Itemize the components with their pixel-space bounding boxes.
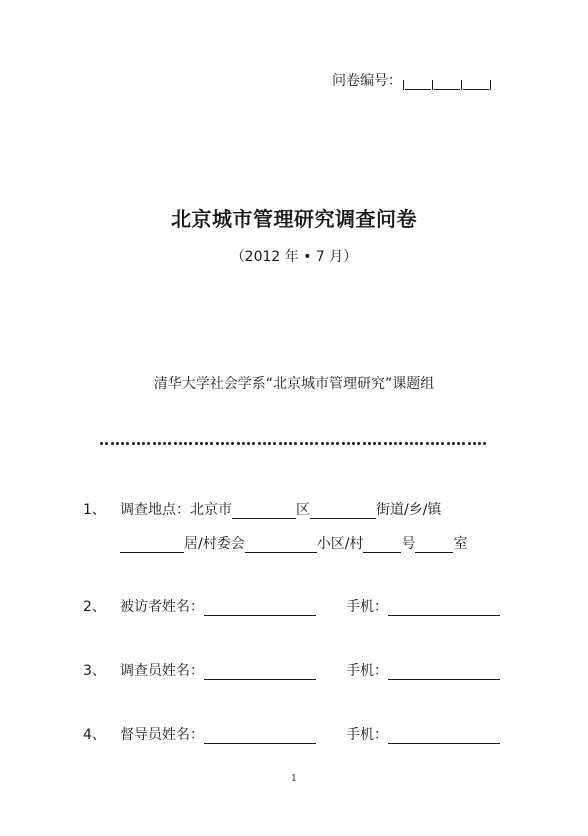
questionnaire-number-box-3[interactable] bbox=[463, 77, 489, 90]
box-divider bbox=[461, 80, 462, 90]
separator-dot bbox=[279, 442, 282, 445]
organization-line: 清华大学社会学系“北京城市管理研究”课题组 bbox=[153, 376, 435, 392]
supervisor-name-label: 督导员姓名： bbox=[120, 727, 204, 743]
separator-dot bbox=[436, 442, 439, 445]
questionnaire-number bbox=[332, 70, 492, 90]
investigator-phone-blank[interactable] bbox=[388, 663, 500, 680]
separator-dot bbox=[457, 442, 460, 445]
room-number-label: 室 bbox=[453, 536, 468, 552]
questionnaire-number-label: 问卷编号： bbox=[332, 73, 402, 89]
separator-dot bbox=[258, 442, 261, 445]
district-blank[interactable] bbox=[232, 502, 296, 519]
separator-dot bbox=[137, 442, 140, 445]
item-number: 3、 bbox=[83, 663, 106, 679]
separator-dot bbox=[263, 442, 266, 445]
separator-dot bbox=[347, 442, 350, 445]
separator-dot bbox=[168, 442, 171, 445]
street-label: 街道/乡/镇 bbox=[376, 502, 442, 518]
investigator-phone-label: 手机： bbox=[346, 663, 388, 679]
separator-dot bbox=[273, 442, 276, 445]
separator-dot bbox=[142, 442, 145, 445]
questionnaire-number-box-1[interactable] bbox=[405, 77, 431, 90]
separator-dot bbox=[483, 442, 486, 445]
survey-location-line-2 bbox=[120, 533, 467, 553]
separator-dot bbox=[216, 442, 219, 445]
separator-dot bbox=[184, 442, 187, 445]
separator-dot bbox=[441, 442, 444, 445]
item-number: 2、 bbox=[83, 599, 106, 615]
separator-dot bbox=[394, 442, 397, 445]
separator-dot bbox=[426, 442, 429, 445]
box-divider bbox=[432, 80, 433, 90]
separator-dot bbox=[384, 442, 387, 445]
document-title: 北京城市管理研究调查问卷 bbox=[171, 207, 417, 231]
investigator-name-blank[interactable] bbox=[204, 663, 316, 680]
separator-dot bbox=[126, 442, 129, 445]
separator-dot bbox=[205, 442, 208, 445]
separator-dot bbox=[289, 442, 292, 445]
supervisor-phone-label: 手机： bbox=[346, 727, 388, 743]
community-label: 小区/村 bbox=[316, 536, 364, 552]
investigator-phone-row bbox=[346, 660, 500, 680]
item-number: 1、 bbox=[83, 502, 106, 518]
supervisor-phone-row bbox=[346, 724, 500, 744]
separator-dot bbox=[132, 442, 135, 445]
street-blank[interactable] bbox=[310, 502, 376, 519]
separator-dot bbox=[242, 442, 245, 445]
separator-dot bbox=[373, 442, 376, 445]
building-number-label: 号 bbox=[401, 536, 416, 552]
page-number: 1 bbox=[291, 774, 297, 784]
separator-dot bbox=[121, 442, 124, 445]
separator-dot bbox=[189, 442, 192, 445]
separator-dot bbox=[300, 442, 303, 445]
district-label: 区 bbox=[296, 502, 310, 518]
separator-dot bbox=[294, 442, 297, 445]
supervisor-name-blank[interactable] bbox=[204, 727, 316, 744]
separator-dot bbox=[342, 442, 345, 445]
separator-dot bbox=[321, 442, 324, 445]
separator-dot bbox=[221, 442, 224, 445]
survey-location-line-1 bbox=[120, 499, 441, 519]
separator-dot bbox=[452, 442, 455, 445]
respondent-name-blank[interactable] bbox=[204, 599, 316, 616]
separator-dot bbox=[389, 442, 392, 445]
room-number-blank[interactable] bbox=[415, 536, 453, 553]
respondent-phone-row bbox=[346, 596, 500, 616]
separator-dot bbox=[100, 442, 103, 445]
separator-dot bbox=[305, 442, 308, 445]
separator-dot bbox=[478, 442, 481, 445]
separator-dot bbox=[315, 442, 318, 445]
document-date: （2012 年 • 7 月） bbox=[230, 249, 358, 265]
survey-location-label: 调查地点：北京市 bbox=[120, 502, 232, 518]
separator-dot bbox=[310, 442, 313, 445]
separator-dot bbox=[368, 442, 371, 445]
separator-dot bbox=[462, 442, 465, 445]
separator-dot bbox=[231, 442, 234, 445]
separator-dot bbox=[237, 442, 240, 445]
separator-dot bbox=[415, 442, 418, 445]
respondent-name-label: 被访者姓名： bbox=[120, 599, 204, 615]
separator-dot bbox=[163, 442, 166, 445]
separator-dot bbox=[200, 442, 203, 445]
respondent-phone-blank[interactable] bbox=[388, 599, 500, 616]
separator-dot bbox=[226, 442, 229, 445]
separator-dot bbox=[195, 442, 198, 445]
separator-dot bbox=[179, 442, 182, 445]
separator-dot bbox=[105, 442, 108, 445]
separator-dot bbox=[268, 442, 271, 445]
bracket-right bbox=[490, 80, 491, 90]
separator-dot bbox=[378, 442, 381, 445]
committee-label: 居/村委会 bbox=[184, 536, 245, 552]
separator-dot bbox=[405, 442, 408, 445]
separator-dot bbox=[326, 442, 329, 445]
separator-dot bbox=[111, 442, 114, 445]
building-number-blank[interactable] bbox=[363, 536, 401, 553]
separator-dot bbox=[116, 442, 119, 445]
committee-blank[interactable] bbox=[120, 536, 184, 553]
separator-dot bbox=[153, 442, 156, 445]
separator-dot bbox=[357, 442, 360, 445]
separator-dot bbox=[336, 442, 339, 445]
separator-dot bbox=[420, 442, 423, 445]
separator-dot bbox=[247, 442, 250, 445]
separator-dot bbox=[147, 442, 150, 445]
investigator-name-row bbox=[120, 660, 316, 680]
supervisor-phone-blank[interactable] bbox=[388, 727, 500, 744]
dotted-separator bbox=[100, 433, 492, 449]
bracket-left bbox=[403, 80, 404, 90]
separator-dot bbox=[174, 442, 177, 445]
respondent-name-row bbox=[120, 596, 316, 616]
separator-dot bbox=[331, 442, 334, 445]
separator-dot bbox=[363, 442, 366, 445]
supervisor-name-row bbox=[120, 724, 316, 744]
separator-dot bbox=[158, 442, 161, 445]
separator-dot bbox=[473, 442, 476, 445]
item-number: 4、 bbox=[83, 727, 106, 743]
separator-dot bbox=[468, 442, 471, 445]
questionnaire-number-box-2[interactable] bbox=[434, 77, 460, 90]
respondent-phone-label: 手机： bbox=[346, 599, 388, 615]
investigator-name-label: 调查员姓名： bbox=[120, 663, 204, 679]
separator-dot bbox=[284, 442, 287, 445]
separator-dot bbox=[352, 442, 355, 445]
separator-dot bbox=[210, 442, 213, 445]
separator-dot bbox=[431, 442, 434, 445]
separator-dot bbox=[399, 442, 402, 445]
separator-dot bbox=[252, 442, 255, 445]
separator-dot bbox=[410, 442, 413, 445]
community-blank[interactable] bbox=[245, 536, 317, 553]
separator-dot bbox=[447, 442, 450, 445]
